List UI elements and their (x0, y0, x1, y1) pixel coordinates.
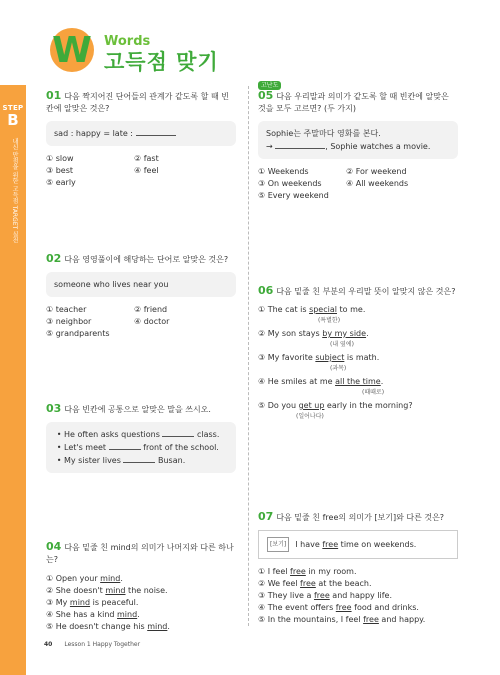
option-list (46, 154, 236, 187)
option-5[interactable]: ⑤ Do you get up early in the morning? (258, 401, 413, 410)
sentence-line: • My sister lives Busan. (64, 454, 228, 467)
option-5[interactable]: ⑤ In the mountains, I feel free and happy. (258, 615, 426, 624)
option-5[interactable]: ⑤ Every weekend (258, 191, 329, 200)
option-4[interactable]: ④ The event offers free food and drinks. (258, 603, 419, 612)
option-1[interactable]: ① Weekends (258, 167, 309, 176)
page-title: 고득점 맞기 (104, 50, 219, 74)
question-number: 01 (46, 89, 62, 102)
option-3[interactable]: ③ On weekends (258, 179, 322, 188)
section-label: Words (104, 34, 151, 49)
translation: (과목) (330, 365, 347, 372)
option-5[interactable]: ⑤ grandparents (46, 329, 110, 338)
option-4[interactable]: ④ doctor (134, 317, 170, 326)
question-number: 05 (258, 89, 274, 102)
question-box (46, 121, 236, 146)
step-word: STEP (2, 104, 24, 112)
question-text: 다음 밑줄 친 부분의 우리말 뜻이 알맞지 않은 것은? (276, 287, 456, 296)
option-4[interactable]: ④ feel (134, 166, 159, 175)
option-list (258, 567, 458, 624)
answer-blank[interactable] (109, 449, 141, 450)
page-footer (44, 641, 140, 648)
translation: (일어나다) (296, 413, 324, 420)
question-text: 다음 빈칸에 공통으로 알맞은 말을 쓰시오. (64, 405, 211, 414)
question-number: 02 (46, 252, 62, 265)
option-2[interactable]: ② friend (134, 305, 168, 314)
option-2[interactable]: ② fast (134, 154, 159, 163)
option-list (46, 574, 241, 631)
option-3[interactable]: ③ My favorite subject is math. (258, 353, 380, 362)
step-tag (0, 104, 26, 128)
question-number: 07 (258, 510, 274, 523)
column-divider (248, 86, 249, 626)
question-number: 06 (258, 284, 274, 297)
question-2 (46, 253, 236, 338)
box-text: sad : happy = late : (54, 129, 134, 138)
example-box: [보기] I have free time on weekends. (258, 530, 458, 559)
example-label: [보기] (267, 537, 289, 552)
question-7: 07 다음 밑줄 친 free의 의미가 [보기]와 다른 것은? [보기] I have free time on weekends. ① I feel free in my room. ② We feel free at the beach. ③ They live a free and happy life. ④ The event offers free food and drinks. ⑤ In the mountains, I feel free and happy. (258, 511, 458, 624)
logo-letter: W (52, 30, 92, 71)
korean-sentence: Sophie는 주말마다 영화를 본다. (266, 129, 381, 138)
option-1[interactable]: ① teacher (46, 305, 87, 314)
option-2[interactable]: ② For weekend (346, 167, 407, 176)
option-4[interactable]: ④ She has a kind mind. (46, 610, 140, 619)
option-3[interactable]: ③ They live a free and happy life. (258, 591, 393, 600)
answer-blank[interactable] (162, 436, 194, 437)
option-5[interactable]: ⑤ early (46, 178, 76, 187)
question-box (46, 422, 236, 473)
question-box: Sophie는 주말마다 영화를 본다. → , Sophie watches a movie. (258, 121, 458, 159)
question-text: 다음 영영풀이에 해당하는 단어로 알맞은 것은? (64, 255, 229, 264)
lesson-label: Lesson 1 Happy Together (64, 641, 141, 648)
option-4[interactable]: ④ All weekends (346, 179, 409, 188)
question-4: 04 다음 밑줄 친 mind의 의미가 나머지와 다른 하나는? ① Open your mind. ② She doesn't mind the noise. ③ My mind is peaceful. ④ She has a kind mind. ⑤ He doesn't change his mind. (46, 541, 241, 631)
option-2[interactable]: ② We feel free at the beach. (258, 579, 372, 588)
question-6 (258, 285, 458, 422)
option-2[interactable]: ② She doesn't mind the noise. (46, 586, 168, 595)
option-3[interactable]: ③ best (46, 166, 74, 175)
option-list (258, 304, 458, 422)
option-list (46, 305, 236, 338)
option-3[interactable]: ③ My mind is peaceful. (46, 598, 139, 607)
question-5 (258, 90, 458, 200)
step-vertical-text: 내신 만점을 위한 고득점 TARGET 실전 (11, 138, 18, 244)
translation: (내 옆에) (330, 341, 354, 348)
translation: (특별한) (318, 317, 341, 324)
step-letter: B (7, 111, 19, 129)
option-list (258, 167, 458, 200)
words-logo (46, 27, 98, 73)
sentence-line: • He often asks questions class. (64, 428, 228, 441)
option-1[interactable]: ① I feel free in my room. (258, 567, 357, 576)
question-text: 다음 짝지어진 단어들의 관계가 같도록 할 때 빈칸에 알맞은 것은? (46, 92, 229, 113)
translation: (때때로) (362, 389, 385, 396)
option-1[interactable]: ① Open your mind. (46, 574, 123, 583)
question-3 (46, 403, 236, 473)
answer-blank[interactable] (123, 462, 155, 463)
page-number: 40 (44, 641, 53, 648)
option-4[interactable]: ④ He smiles at me all the time. (258, 377, 384, 386)
option-5[interactable]: ⑤ He doesn't change his mind. (46, 622, 170, 631)
question-number: 03 (46, 402, 62, 415)
question-box: someone who lives near you (46, 272, 236, 297)
option-1[interactable]: ① slow (46, 154, 74, 163)
sentence-line: • Let's meet front of the school. (64, 441, 228, 454)
option-1[interactable]: ① The cat is special to me. (258, 305, 366, 314)
question-text: 다음 우리말과 의미가 같도록 할 때 빈칸에 알맞은 것을 모두 고르면? (두 가지) (258, 92, 449, 113)
answer-blank[interactable] (275, 148, 325, 149)
option-3[interactable]: ③ neighbor (46, 317, 92, 326)
question-number: 04 (46, 540, 62, 553)
option-2[interactable]: ② My son stays by my side. (258, 329, 369, 338)
answer-blank[interactable] (136, 135, 176, 136)
question-1 (46, 90, 236, 187)
difficulty-badge: 고난도 (258, 81, 281, 90)
